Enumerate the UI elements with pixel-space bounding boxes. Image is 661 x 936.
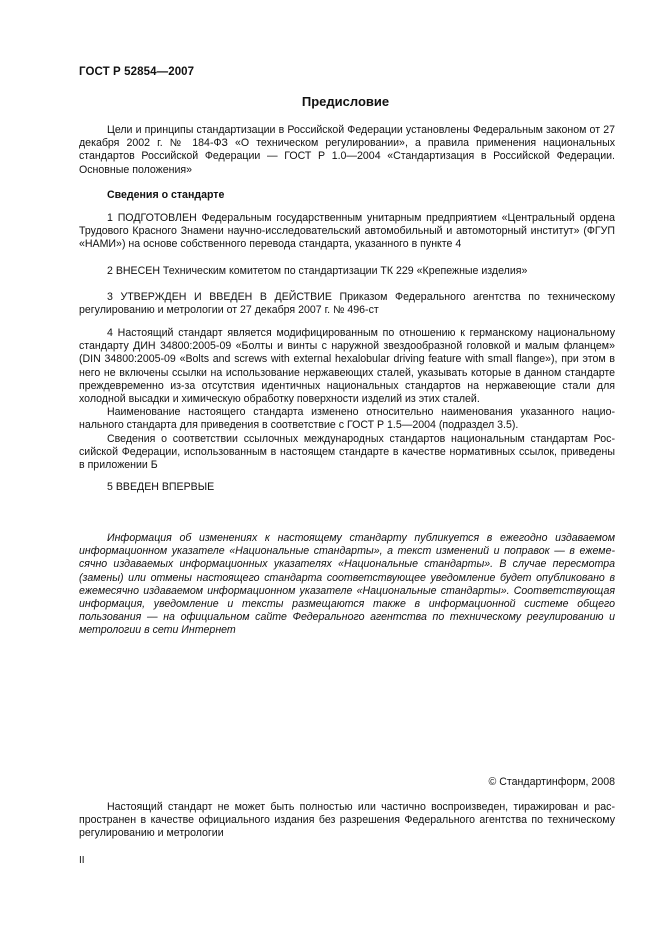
item-3 [79,291,615,317]
item-2-text: 2 ВНЕСЕН Техническим комитетом по стандартизации ТК 229 «Крепежные изделия» [107,265,528,277]
item-4-references: Сведения о соответствии ссылочных международных стандартов национальным стандартам Российской Федерации, использованным в настоящем стандарте в качестве нормативных ссылок, приведены в приложении Б [79,432,615,472]
page-number: II [79,855,85,866]
item-4-text: 4 Настоящий стандарт является модифицированным по отношению к германскому национальному стандарту ДИН 34800:2005-09 «Болты и винты с наружной звездообразной головкой и малым фланцем» (DIN 34800:2005-09 «Bolts and screws with external hexalobular driving feature with small flange»), при этом в него не включены ссылки на использование нержавеющих сталей, указывать которые в данном стандарте преждевременно из-за отсутствия идентичных национальных стандартов на нержавеющие стали для холодной высадки и химическую обработку поверхности изделий из этих сталей. [79,327,615,406]
item-4 [79,327,615,472]
intro-paragraph [79,124,615,177]
item-5-text: 5 ВВЕДЕН ВПЕРВЫЕ [107,481,215,493]
item-5 [79,481,615,494]
item-2 [79,265,615,278]
item-1-text: 1 ПОДГОТОВЛЕН Федеральным государственным унитарным предприятием «Центральный ордена Трудового Красного Знамени научно-исследовательский автомобильный и автомоторный институт» (ФГУП «НАМИ») на основе собственного перевода стандарта, указанного в пункте 4 [79,212,615,251]
reproduction-notice-text: Настоящий стандарт не может быть полностью или частично воспроизведен, тиражирован и распространен в качестве официального издания без разрешения Федерального агентства по техническому регулированию и метрологии [79,801,615,840]
info-heading: Сведения о стандарте [107,189,225,201]
intro-text: Цели и принципы стандартизации в Российской Федерации установлены Федеральным законом от 27 декабря 2002 г. № 184-ФЗ «О техническом регулировании», а правила применения национальных стандартов Российской Федерации — ГОСТ Р 1.0—2004 «Стандартизация в Российской Федерации. Основные положения» [79,124,615,176]
reproduction-notice [79,801,615,841]
page-title: Предисловие [301,94,390,109]
item-1 [79,212,615,252]
changes-notice [79,532,615,638]
copyright-line: © Стандартинформ, 2008 [488,776,615,788]
item-3-text: 3 УТВЕРЖДЕН И ВВЕДЕН В ДЕЙСТВИЕ Приказом Федерального агентства по техническому регулированию и метрологии от 27 декабря 2007 г. № 496-ст [79,291,615,317]
item-4-name-change: Наименование настоящего стандарта изменено относительно наименования указанного национального стандарта для приведения в соответствие с ГОСТ Р 1.5—2004 (подраздел 3.5). [79,406,615,432]
document-code: ГОСТ Р 52854—2007 [79,66,195,78]
changes-notice-text: Информация об изменениях к настоящему стандарту публикуется в ежегодно издаваемом информационном указателе «Национальные стандарты», а текст изменений и поправок — в ежемесячно издаваемых информационных указателях «Национальные стандарты». В случае пересмотра (замены) или отмены настоящего стандарта соответствующее уведомление будет опубликовано в ежемесячно издаваемом информационном указателе «Национальные стандарты». Соответствующая информация, уведомление и тексты размещаются также в информационной системе общего пользования — на официальном сайте Федерального агентства по техническому регулированию и метрологии в сети Интернет [79,532,615,637]
